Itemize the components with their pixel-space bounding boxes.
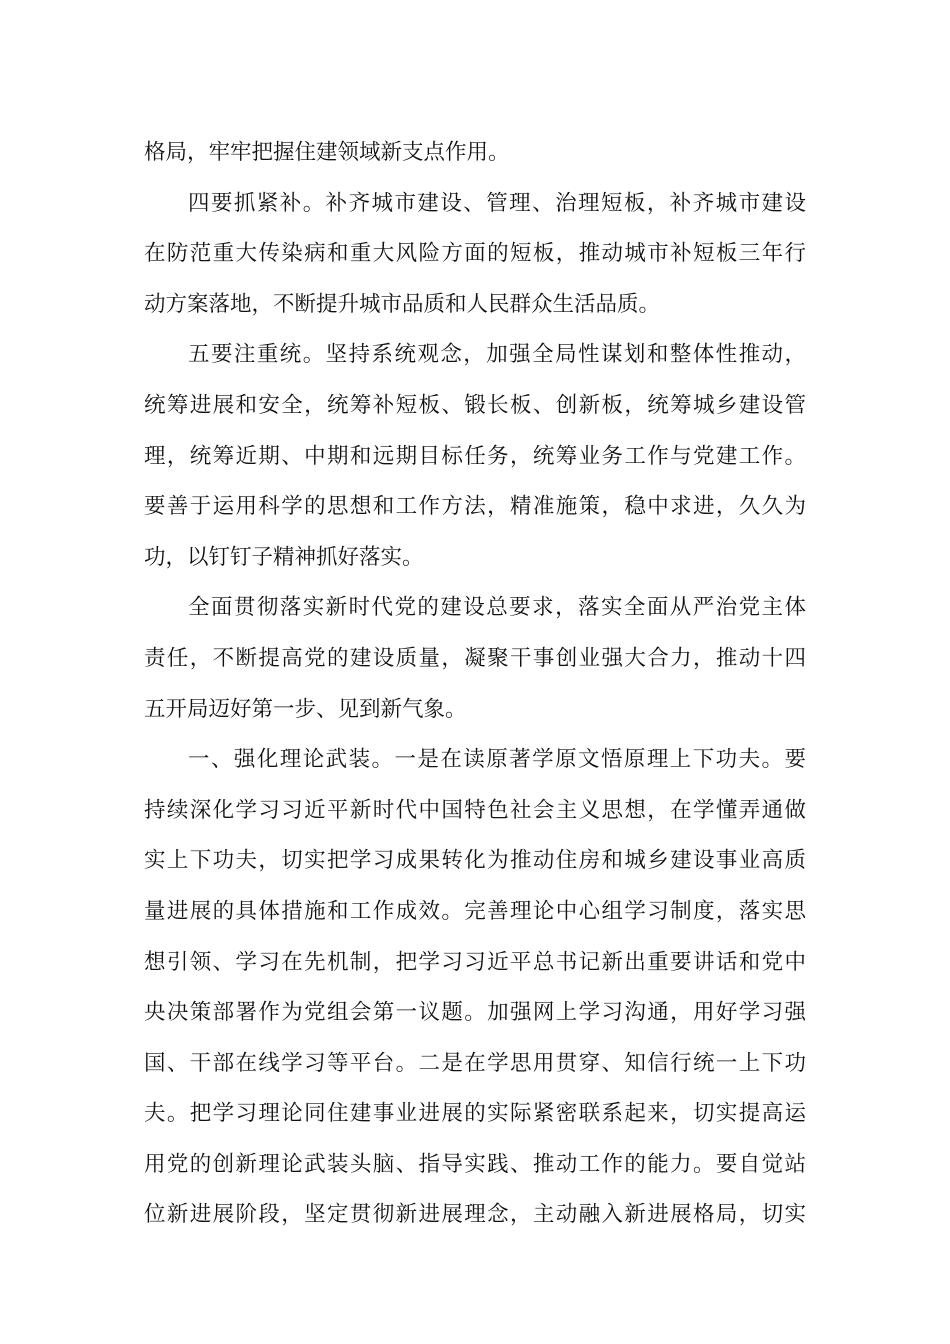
text-line: 一、强化理论武装。一是在读原著学原文悟原理上下功夫。要 <box>188 747 806 773</box>
text-line: 动方案落地，不断提升城市品质和人民群众生活品质。 <box>144 291 661 317</box>
text-line: 五要注重统。坚持系统观念，加强全局性谋划和整体性推动， <box>188 342 806 368</box>
text-line: 统筹进展和安全，统筹补短板、锻长板、创新板，统筹城乡建设管 <box>144 392 806 418</box>
text-line: 要善于运用科学的思想和工作方法，精准施策，稳中求进，久久为 <box>144 494 806 520</box>
text-line: 功，以钉钉子精神抓好落实。 <box>144 544 424 570</box>
text-line: 四要抓紧补。补齐城市建设、管理、治理短板，补齐城市建设 <box>188 190 806 216</box>
text-line: 量进展的具体措施和工作成效。完善理论中心组学习制度，落实思 <box>144 898 806 924</box>
text-line: 夫。把学习理论同住建事业进展的实际紧密联系起来，切实提高运 <box>144 1101 806 1127</box>
text-line: 理，统筹近期、中期和远期目标任务，统筹业务工作与党建工作。 <box>144 443 806 469</box>
text-line: 格局，牢牢把握住建领域新支点作用。 <box>144 140 510 165</box>
text-line: 在防范重大传染病和重大风险方面的短板，推动城市补短板三年行 <box>144 241 806 267</box>
text-line: 央决策部署作为党组会第一议题。加强网上学习沟通，用好学习强 <box>144 1000 806 1026</box>
text-line: 实上下功夫，切实把学习成果转化为推动住房和城乡建设事业高质 <box>144 848 806 874</box>
text-line: 用党的创新理论武装头脑、指导实践、推动工作的能力。要自觉站 <box>144 1151 806 1177</box>
text-line: 位新进展阶段，坚定贯彻新进展理念，主动融入新进展格局，切实 <box>144 1202 806 1228</box>
text-line: 责任，不断提高党的建设质量，凝聚干事创业强大合力，推动十四 <box>144 645 806 671</box>
document-body <box>144 128 806 1241</box>
text-line: 持续深化学习习近平新时代中国特色社会主义思想，在学懂弄通做 <box>144 797 806 823</box>
text-line: 想引领、学习在先机制，把学习习近平总书记新出重要讲话和党中 <box>144 949 806 975</box>
text-line: 五开局迈好第一步、见到新气象。 <box>144 696 467 722</box>
text-line: 全面贯彻落实新时代党的建设总要求，落实全面从严治党主体 <box>188 595 806 621</box>
text-line: 国、干部在线学习等平台。二是在学思用贯穿、知信行统一上下功 <box>144 1050 806 1076</box>
